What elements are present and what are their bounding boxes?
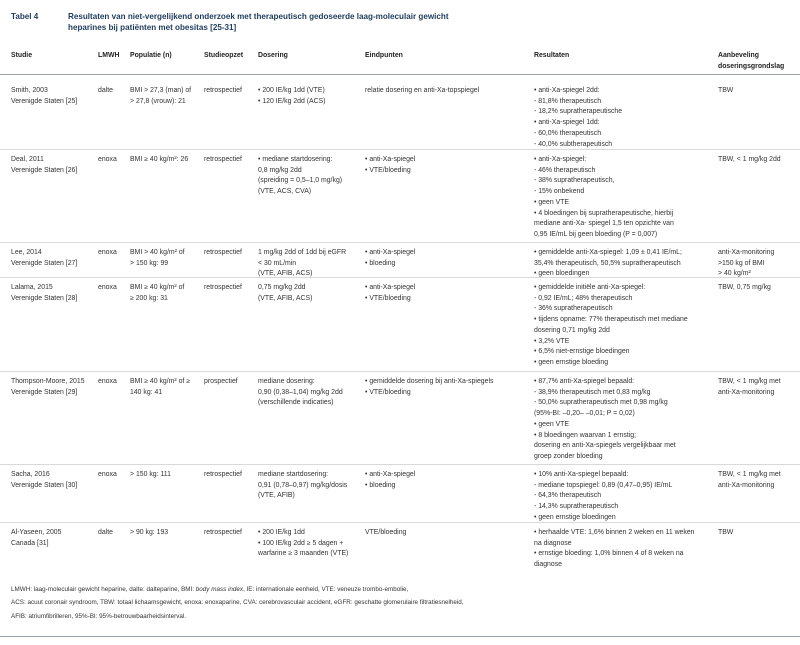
cell-line: > 150 kg: 111 xyxy=(130,471,171,478)
cell-line: enoxa xyxy=(98,249,117,256)
header-dosering: Dosering xyxy=(258,52,288,59)
row-divider xyxy=(0,149,800,150)
cell-eindpunten xyxy=(365,248,415,269)
cell-line: • anti-Xa-spiegel xyxy=(365,471,416,478)
cell-line: • 8 bloedingen waarvan 1 ernstig; xyxy=(534,431,637,439)
cell-populatie xyxy=(130,377,190,398)
cell-line: (VTE, AFIB, ACS) xyxy=(258,294,313,302)
cell-line: diagnose xyxy=(534,561,562,569)
table-title-line-2: heparines bij patiënten met obesitas [25-31] xyxy=(68,22,237,32)
cell-line: • bloeding xyxy=(365,259,396,267)
cell-resultaten xyxy=(534,470,672,524)
row-divider xyxy=(0,242,800,243)
cell-line: mediane dosering: xyxy=(258,378,315,385)
cell-line: • geen ernstige bloeding xyxy=(534,358,609,366)
cell-line: BMI ≥ 40 kg/m²: 26 xyxy=(130,156,189,163)
cell-line: retrospectief xyxy=(204,529,242,536)
cell-line: (verschillende indicaties) xyxy=(258,399,334,407)
cell-line: Smith, 2003 xyxy=(11,87,48,94)
cell-line: • anti-Xa-spiegel 2dd: xyxy=(534,87,600,94)
cell-line: - 50,0% supratherapeutisch met 0,98 mg/kg xyxy=(534,399,668,407)
footnote-line-3: AFIB: atriumfibrilleren, 95%-BI: 95%-betrouwbaarheidsinterval. xyxy=(11,612,186,620)
cell-line: • 200 IE/kg 1dd (VTE) xyxy=(258,87,325,94)
cell-aanbeveling xyxy=(718,470,781,491)
cell-dosering xyxy=(258,528,348,560)
cell-line: • geen ernstige bloedingen xyxy=(534,513,616,521)
cell-line: Lee, 2014 xyxy=(11,249,42,256)
cell-line: Verenigde Staten [26] xyxy=(11,166,78,174)
cell-line: anti-Xa-monitoring xyxy=(718,249,775,256)
cell-line: Deal, 2011 xyxy=(11,156,44,163)
cell-line: - 14,3% supratherapeutisch xyxy=(534,503,619,511)
cell-line: 140 kg: 41 xyxy=(130,388,163,396)
cell-line: TBW, < 1 mg/kg met xyxy=(718,471,781,478)
cell-line: (VTE, ACS, CVA) xyxy=(258,188,312,196)
cell-line: - mediane topspiegel: 0,89 (0,47–0,95) IE/mL xyxy=(534,481,673,489)
cell-line: • 200 IE/kg 1dd xyxy=(258,529,305,536)
cell-resultaten xyxy=(534,248,682,280)
cell-line: 0,8 mg/kg 2dd xyxy=(258,166,302,174)
cell-line: Thompson-Moore, 2015 xyxy=(11,378,85,385)
cell-studieopzet xyxy=(204,283,242,294)
cell-line: - 46% therapeutisch xyxy=(534,166,596,174)
cell-line: groep zonder bloeding xyxy=(534,452,603,460)
cell-resultaten xyxy=(534,283,688,369)
cell-line: na diagnose xyxy=(534,539,572,547)
cell-lmwh xyxy=(98,248,117,259)
cell-line: retrospectief xyxy=(204,284,242,291)
cell-line: • 3,2% VTE xyxy=(534,337,570,345)
cell-line: • 120 IE/kg 2dd (ACS) xyxy=(258,97,326,105)
cell-line: • 87,7% anti-Xa-spiegel bepaald: xyxy=(534,378,635,385)
cell-line: Verenigde Staten [30] xyxy=(11,481,78,489)
cell-line: Verenigde Staten [27] xyxy=(11,259,78,267)
cell-line: • geen bloedingen xyxy=(534,270,590,278)
cell-line: < 30 mL/min xyxy=(258,259,297,267)
cell-line: (VTE, AFIB) xyxy=(258,492,295,500)
cell-lmwh xyxy=(98,86,113,97)
cell-eindpunten xyxy=(365,283,415,304)
row-divider xyxy=(0,464,800,465)
cell-line: TBW xyxy=(718,87,734,94)
cell-lmwh xyxy=(98,155,117,166)
cell-populatie xyxy=(130,470,171,481)
table-bottom-divider xyxy=(0,636,800,637)
row-divider xyxy=(0,371,800,372)
cell-line: • ernstige bloeding: 1,0% binnen 4 of 8 weken na xyxy=(534,550,684,558)
cell-line: • 4 bloedingen bij supratherapeutische, hierbij xyxy=(534,209,674,217)
cell-line: • mediane startdosering: xyxy=(258,156,333,163)
cell-eindpunten xyxy=(365,155,415,176)
cell-line: retrospectief xyxy=(204,87,242,94)
cell-line: • VTE/bloeding xyxy=(365,388,411,396)
cell-aanbeveling xyxy=(718,155,781,166)
cell-line: - 38% supratherapeutisch, xyxy=(534,177,615,185)
cell-line: TBW, < 1 mg/kg met xyxy=(718,378,781,385)
cell-line: • anti-Xa-spiegel xyxy=(365,156,416,163)
cell-line: dalte xyxy=(98,529,113,536)
cell-studieopzet xyxy=(204,86,242,97)
cell-line: • VTE/bloeding xyxy=(365,166,411,174)
cell-line: • anti-Xa-spiegel 1dd: xyxy=(534,119,600,127)
cell-line: • gemiddelde anti-Xa-spiegel: 1,09 ± 0,41 IE/mL; xyxy=(534,249,682,256)
cell-line: BMI ≥ 40 kg/m² of ≥ xyxy=(130,378,191,385)
cell-studieopzet xyxy=(204,470,242,481)
cell-line: mediane startdosering: xyxy=(258,471,329,478)
cell-line: (spreiding = 0,5–1,0 mg/kg) xyxy=(258,177,343,185)
cell-studie xyxy=(11,528,61,549)
header-divider xyxy=(0,74,800,75)
cell-line: 0,91 (0,78–0,97) mg/kg/dosis xyxy=(258,481,348,489)
cell-line: VTE/bloeding xyxy=(365,529,407,536)
cell-lmwh xyxy=(98,470,117,481)
cell-line: - 64,3% therapeutisch xyxy=(534,492,602,500)
cell-line: dosering en anti-Xa-spiegels vergelijkbaar met xyxy=(534,442,676,450)
cell-line: • gemiddelde dosering bij anti-Xa-spiegels xyxy=(365,378,494,385)
cell-line: dosering 0,71 mg/kg 2dd xyxy=(534,326,610,334)
cell-line: Al-Yaseen, 2005 xyxy=(11,529,62,536)
header-eindpunten: Eindpunten xyxy=(365,52,403,59)
cell-line: TBW, 0,75 mg/kg xyxy=(718,284,771,291)
cell-line: anti-Xa-monitoring xyxy=(718,481,775,489)
cell-line: 0,75 mg/kg 2dd xyxy=(258,284,306,291)
table-number: Tabel 4 xyxy=(11,12,39,21)
cell-studieopzet xyxy=(204,528,242,539)
header-aanbeveling-line-2: doseringsgrondslag xyxy=(718,62,785,70)
cell-line: enoxa xyxy=(98,284,117,291)
cell-line: Verenigde Staten [28] xyxy=(11,294,78,302)
row-divider xyxy=(0,522,800,523)
cell-resultaten xyxy=(534,377,676,463)
cell-line: enoxa xyxy=(98,471,117,478)
row-divider xyxy=(0,277,800,278)
cell-line: prospectief xyxy=(204,378,238,385)
cell-line: - 36% supratherapeutisch xyxy=(534,305,613,313)
cell-line: Verenigde Staten [25] xyxy=(11,97,78,105)
cell-resultaten xyxy=(534,155,674,241)
cell-resultaten xyxy=(534,528,695,571)
cell-dosering xyxy=(258,377,343,409)
cell-resultaten xyxy=(534,86,622,150)
cell-studie xyxy=(11,86,77,107)
footnote-line-2: ACS: acuut coronair syndroom, TBW: totaal lichaamsgewicht, enoxa: enoxaparine, CVA: cerebrovasculair accident, eGFR: geschatte glomerulaire filtratiesnelheid, xyxy=(11,599,464,607)
cell-line: BMI ≥ 40 kg/m² of xyxy=(130,284,185,291)
cell-studieopzet xyxy=(204,377,238,388)
cell-line: • anti-Xa-spiegel xyxy=(365,284,416,291)
cell-line: anti-Xa-monitoring xyxy=(718,388,775,396)
cell-line: - 38,9% therapeutisch met 0,83 mg/kg xyxy=(534,388,651,396)
cell-line: - 18,2% supratherapeutische xyxy=(534,108,623,116)
cell-line: • tijdens opname: 77% therapeutisch met mediane xyxy=(534,316,688,324)
cell-line: • 10% anti-Xa-spiegel bepaald: xyxy=(534,471,629,478)
cell-line: Sacha, 2016 xyxy=(11,471,50,478)
cell-line: 0,90 (0,38–1,04) mg/kg 2dd xyxy=(258,388,343,396)
cell-studieopzet xyxy=(204,155,242,166)
cell-line: enoxa xyxy=(98,156,117,163)
cell-dosering xyxy=(258,248,346,280)
cell-populatie xyxy=(130,283,184,304)
cell-lmwh xyxy=(98,528,113,539)
cell-line: retrospectief xyxy=(204,156,242,163)
cell-line: • anti-Xa-spiegel xyxy=(365,249,416,256)
cell-line: • anti-Xa-spiegel: xyxy=(534,156,587,163)
cell-populatie xyxy=(130,86,191,107)
cell-eindpunten xyxy=(365,470,415,491)
cell-line: • VTE/bloeding xyxy=(365,294,411,302)
cell-line: - 60,0% therapeutisch xyxy=(534,129,602,137)
table-footnotes xyxy=(11,583,791,623)
header-aanbeveling-line-1: Aanbeveling xyxy=(718,52,759,59)
cell-studie xyxy=(11,470,77,491)
cell-line: > 40 kg/m² xyxy=(718,270,751,278)
header-lmwh: LMWH xyxy=(98,52,120,59)
cell-aanbeveling xyxy=(718,283,771,294)
header-studie: Studie xyxy=(11,52,33,59)
cell-studie xyxy=(11,377,85,398)
cell-line: • bloeding xyxy=(365,481,396,489)
cell-line: enoxa xyxy=(98,378,117,385)
cell-line: • gemiddelde initiële anti-Xa-spiegel: xyxy=(534,284,646,291)
cell-studie xyxy=(11,155,77,176)
cell-line: Verenigde Staten [29] xyxy=(11,388,78,396)
cell-line: - 15% onbekend xyxy=(534,188,585,196)
cell-studie xyxy=(11,283,77,304)
cell-line: 35,4% therapeutisch, 50,5% supratherapeutisch xyxy=(534,259,681,267)
cell-eindpunten xyxy=(365,86,479,97)
cell-line: • geen VTE xyxy=(534,198,569,206)
cell-aanbeveling xyxy=(718,377,781,398)
cell-dosering xyxy=(258,86,326,107)
cell-line: warfarine ≥ 3 maanden (VTE) xyxy=(258,550,349,558)
cell-line: > 150 kg: 99 xyxy=(130,259,169,267)
footnote-line-1: LMWH: laag-moleculair gewicht heparine, dalte: dalteparine, BMI: body mass index, IE: internationale eenheid, VTE: veneuze trombo-embolie, xyxy=(11,586,409,593)
cell-line: > 90 kg: 193 xyxy=(130,529,169,536)
cell-aanbeveling xyxy=(718,86,733,97)
cell-line: - 81,8% therapeutisch xyxy=(534,97,602,105)
cell-line: (VTE, AFIB, ACS) xyxy=(258,270,313,278)
cell-line: retrospectief xyxy=(204,471,242,478)
table-title xyxy=(68,12,668,33)
cell-line: 0,95 IE/mL bij geen bloeding (P = 0,007) xyxy=(534,230,658,238)
cell-line: (95%-BI: –0,20– –0,01; P = 0,02) xyxy=(534,410,635,418)
cell-line: mediane anti-Xa- spiegel 1,5 ten opzichte van xyxy=(534,220,674,228)
cell-line: • herhaalde VTE: 1,6% binnen 2 weken en 11 weken xyxy=(534,529,695,536)
cell-line: - 40,0% subtherapeutisch xyxy=(534,140,613,148)
cell-line: retrospectief xyxy=(204,249,242,256)
cell-dosering xyxy=(258,470,347,502)
cell-populatie xyxy=(130,528,168,539)
cell-line: • 6,5% niet-ernstige bloedingen xyxy=(534,348,630,356)
table-title-line-1: Resultaten van niet-vergelijkend onderzoek met therapeutisch gedoseerde laag-moleculair gewicht xyxy=(68,12,449,21)
cell-line: BMI > 40 kg/m² of xyxy=(130,249,185,256)
cell-lmwh xyxy=(98,377,117,388)
cell-dosering xyxy=(258,283,312,304)
cell-eindpunten xyxy=(365,528,406,539)
cell-populatie xyxy=(130,155,188,166)
header-aanbeveling xyxy=(718,51,784,72)
cell-studie xyxy=(11,248,77,269)
cell-line: > 27,8 (vrouw): 21 xyxy=(130,97,186,105)
cell-dosering xyxy=(258,155,342,198)
cell-line: 1 mg/kg 2dd of 1dd bij eGFR xyxy=(258,249,347,256)
cell-eindpunten xyxy=(365,377,493,398)
cell-line: TBW xyxy=(718,529,734,536)
header-populatie: Populatie (n) xyxy=(130,52,172,59)
cell-line: - 0,92 IE/mL; 48% therapeutisch xyxy=(534,294,633,302)
cell-populatie xyxy=(130,248,185,269)
cell-line: Lalama, 2015 xyxy=(11,284,53,291)
cell-line: TBW, < 1 mg/kg 2dd xyxy=(718,156,781,163)
cell-line: • geen VTE xyxy=(534,420,569,428)
cell-line: Canada [31] xyxy=(11,539,49,547)
header-resultaten: Resultaten xyxy=(534,52,570,59)
cell-line: dalte xyxy=(98,87,113,94)
cell-line: relatie dosering en anti-Xa-topspiegel xyxy=(365,87,480,94)
cell-studieopzet xyxy=(204,248,242,259)
cell-aanbeveling xyxy=(718,248,774,280)
cell-aanbeveling xyxy=(718,528,733,539)
cell-line: ≥ 200 kg: 31 xyxy=(130,294,168,302)
cell-lmwh xyxy=(98,283,117,294)
cell-line: >150 kg of BMI xyxy=(718,259,765,267)
cell-line: BMI > 27,3 (man) of xyxy=(130,87,192,94)
cell-line: • 100 IE/kg 2dd ≥ 5 dagen + xyxy=(258,539,344,547)
header-studieopzet: Studieopzet xyxy=(204,52,244,59)
